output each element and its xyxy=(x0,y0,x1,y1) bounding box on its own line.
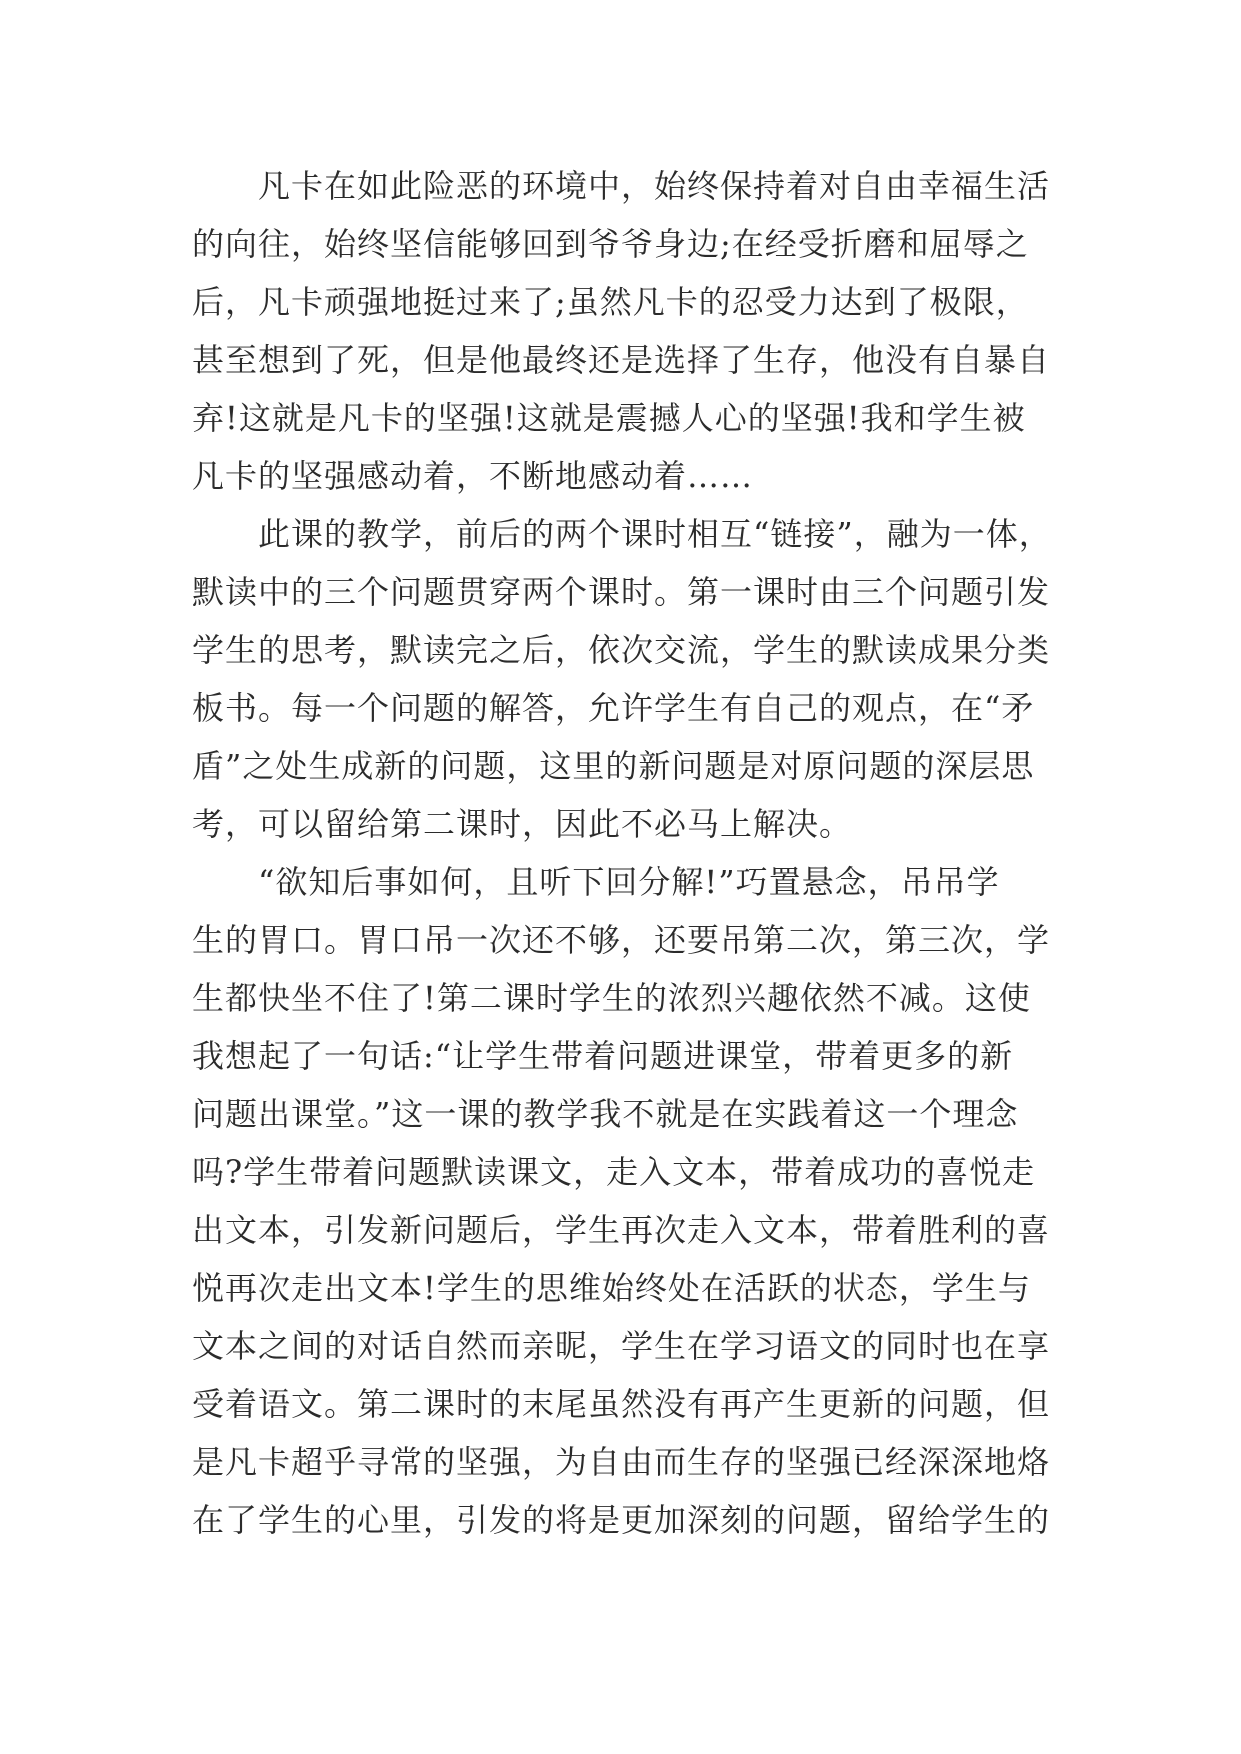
text-line: 甚至想到了死，但是他最终还是选择了生存，他没有自暴自 xyxy=(192,341,1051,379)
text-line: 考，可以留给第二课时，因此不必马上解决。 xyxy=(192,805,853,843)
text-line: 受着语文。第二课时的末尾虽然没有再产生更新的问题，但 xyxy=(192,1385,1051,1423)
text-line: 盾”之处生成新的问题，这里的新问题是对原问题的深层思 xyxy=(192,747,1035,785)
text-line: 此课的教学，前后的两个课时相互“链接”，融为一体， xyxy=(192,515,1052,553)
text-line: 后，凡卡顽强地挺过来了;虽然凡卡的忍受力达到了极限， xyxy=(192,283,1029,321)
text-line: 问题出课堂。”这一课的教学我不就是在实践着这一个理念 xyxy=(192,1095,1019,1133)
text-line: 在了学生的心里，引发的将是更加深刻的问题，留给学生的 xyxy=(192,1501,1051,1539)
text-line: 生都快坐不住了!第二课时学生的浓烈兴趣依然不减。这使 xyxy=(192,979,1031,1017)
text-line: 板书。每一个问题的解答，允许学生有自己的观点，在“矛 xyxy=(192,689,1035,727)
text-line: 生的胃口。胃口吊一次还不够，还要吊第二次，第三次，学 xyxy=(192,921,1051,959)
text-line: 我想起了一句话:“让学生带着问题进课堂，带着更多的新 xyxy=(192,1037,1014,1075)
text-line: 出文本，引发新问题后，学生再次走入文本，带着胜利的喜 xyxy=(192,1211,1051,1249)
text-line: 的向往，始终坚信能够回到爷爷身边;在经受折磨和屈辱之 xyxy=(192,225,1029,263)
text-line: 悦再次走出文本!学生的思维始终处在活跃的状态，学生与 xyxy=(192,1269,1031,1307)
text-line: 默读中的三个问题贯穿两个课时。第一课时由三个问题引发 xyxy=(192,573,1051,611)
text-line: 文本之间的对话自然而亲昵，学生在学习语文的同时也在享 xyxy=(192,1327,1051,1365)
text-line: 学生的思考，默读完之后，依次交流，学生的默读成果分类 xyxy=(192,631,1051,669)
text-line: 是凡卡超乎寻常的坚强，为自由而生存的坚强已经深深地烙 xyxy=(192,1443,1051,1481)
text-line: “欲知后事如何，且听下回分解!”巧置悬念，吊吊学 xyxy=(192,863,1000,901)
text-line: 吗?学生带着问题默读课文，走入文本，带着成功的喜悦走 xyxy=(192,1153,1036,1191)
text-line: 凡卡的坚强感动着，不断地感动着…… xyxy=(192,457,754,495)
text-line: 弃!这就是凡卡的坚强!这就是震撼人心的坚强!我和学生被 xyxy=(192,399,1026,437)
body-text xyxy=(192,157,1052,1549)
text-line: 凡卡在如此险恶的环境中，始终保持着对自由幸福生活 xyxy=(192,167,1051,205)
